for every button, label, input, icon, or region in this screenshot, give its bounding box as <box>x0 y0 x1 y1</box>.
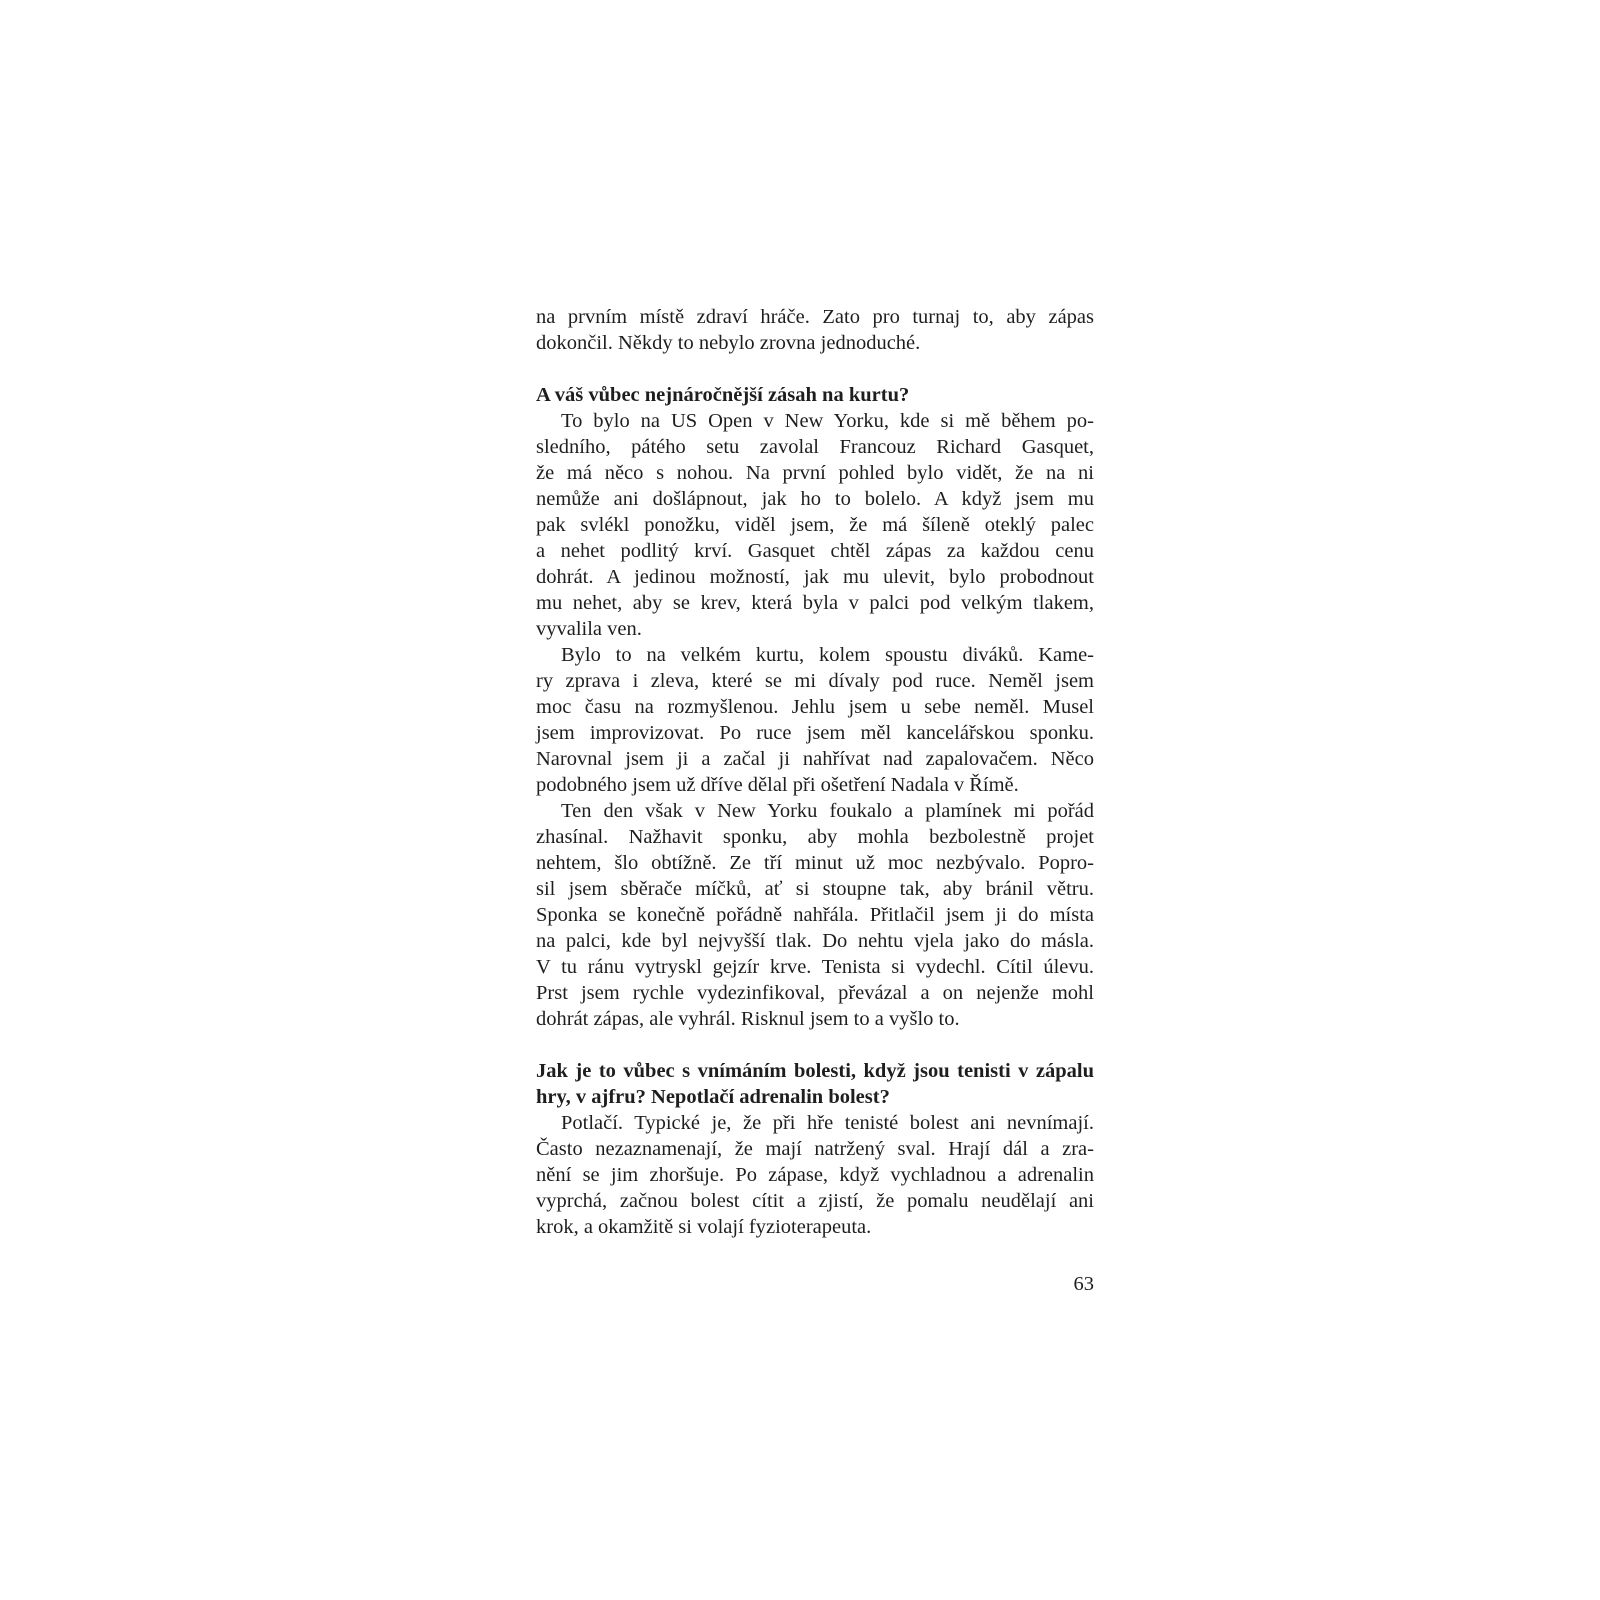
text-line: vyprchá, začnou bolest cítit a zjistí, že pomalu neudělají ani <box>536 1190 1094 1212</box>
text-line: sledního, pátého setu zavolal Francouz Richard Gasquet, <box>536 436 1094 458</box>
text-line: Prst jsem rychle vydezinfikoval, převázal a on nejenže mohl <box>536 982 1094 1004</box>
section-spacer <box>536 356 1094 382</box>
text-line: Ten den však v New Yorku foukalo a plamínek mi pořád <box>561 800 1094 822</box>
text-line: To bylo na US Open v New Yorku, kde si mě během po- <box>561 410 1094 432</box>
text-line: pak svlékl ponožku, viděl jsem, že má šíleně oteklý palec <box>536 514 1094 536</box>
text-line: Sponka se konečně pořádně nahřála. Přitlačil jsem ji do místa <box>536 904 1094 926</box>
text-line: sil jsem sběrače míčků, ať si stoupne tak, aby bránil větru. <box>536 878 1094 900</box>
text-line: nehtem, šlo obtížně. Ze tří minut už moc nezbývalo. Popro- <box>536 852 1094 874</box>
continuation-paragraph <box>536 304 1094 356</box>
text-line: V tu ránu vytryskl gejzír krve. Tenista si vydechl. Cítil úlevu. <box>536 956 1094 978</box>
text-line: Narovnal jsem ji a začal ji nahřívat nad zapalovačem. Něco <box>536 748 1094 770</box>
text-line: že má něco s nohou. Na první pohled bylo vidět, že na ni <box>536 462 1094 484</box>
section-spacer <box>536 1032 1094 1058</box>
text-line: Potlačí. Typické je, že při hře tenisté bolest ani nevnímají. <box>561 1112 1094 1134</box>
text-line: dohrát. A jedinou možností, jak mu ulevit, bylo probodnout <box>536 566 1094 588</box>
answer-paragraph-2 <box>536 642 1094 798</box>
text-line: zhasínal. Nažhavit sponku, aby mohla bezbolestně projet <box>536 826 1094 848</box>
text-line: vyvalila ven. <box>536 618 642 640</box>
text-line: moc času na rozmyšlenou. Jehlu jsem u sebe neměl. Musel <box>536 696 1094 718</box>
text-line: jsem improvizovat. Po ruce jsem měl kancelářskou sponku. <box>536 722 1094 744</box>
question-heading: Jak je to vůbec s vnímáním bolesti, když jsou tenisti v zápalu <box>536 1060 1094 1082</box>
text-line: ry zprava i zleva, které se mi dívaly pod ruce. Neměl jsem <box>536 670 1094 692</box>
text-line: Bylo to na velkém kurtu, kolem spoustu diváků. Kame- <box>561 644 1094 666</box>
text-line: krok, a okamžitě si volají fyzioterapeuta. <box>536 1216 872 1238</box>
interview-question-1 <box>536 382 1094 408</box>
interview-question-2 <box>536 1058 1094 1110</box>
text-line: na prvním místě zdraví hráče. Zato pro turnaj to, aby zápas <box>536 306 1094 328</box>
answer-paragraph-1 <box>536 408 1094 642</box>
answer-paragraph-4 <box>536 1110 1094 1240</box>
question-heading: hry, v ajfru? Nepotlačí adrenalin bolest? <box>536 1086 890 1108</box>
text-line: dohrát zápas, ale vyhrál. Risknul jsem to a vyšlo to. <box>536 1008 960 1030</box>
answer-paragraph-3 <box>536 798 1094 1032</box>
text-line: nemůže ani došlápnout, jak ho to bolelo. A když jsem mu <box>536 488 1094 510</box>
question-heading: A váš vůbec nejnáročnější zásah na kurtu? <box>536 384 910 406</box>
text-line: na palci, kde byl nejvyšší tlak. Do nehtu vjela jako do másla. <box>536 930 1094 952</box>
text-line: podobného jsem už dříve dělal při ošetření Nadala v Římě. <box>536 774 1019 796</box>
text-line: dokončil. Někdy to nebylo zrovna jednoduché. <box>536 332 921 354</box>
page-number: 63 <box>1073 1273 1094 1295</box>
text-line: nění se jim zhoršuje. Po zápase, když vychladnou a adrenalin <box>536 1164 1094 1186</box>
text-line: a nehet podlitý krví. Gasquet chtěl zápas za každou cenu <box>536 540 1094 562</box>
text-line: Často nezaznamenají, že mají natržený sval. Hrají dál a zra- <box>536 1138 1094 1160</box>
text-line: mu nehet, aby se krev, která byla v palci pod velkým tlakem, <box>536 592 1094 614</box>
page-body-text <box>536 304 1094 1240</box>
